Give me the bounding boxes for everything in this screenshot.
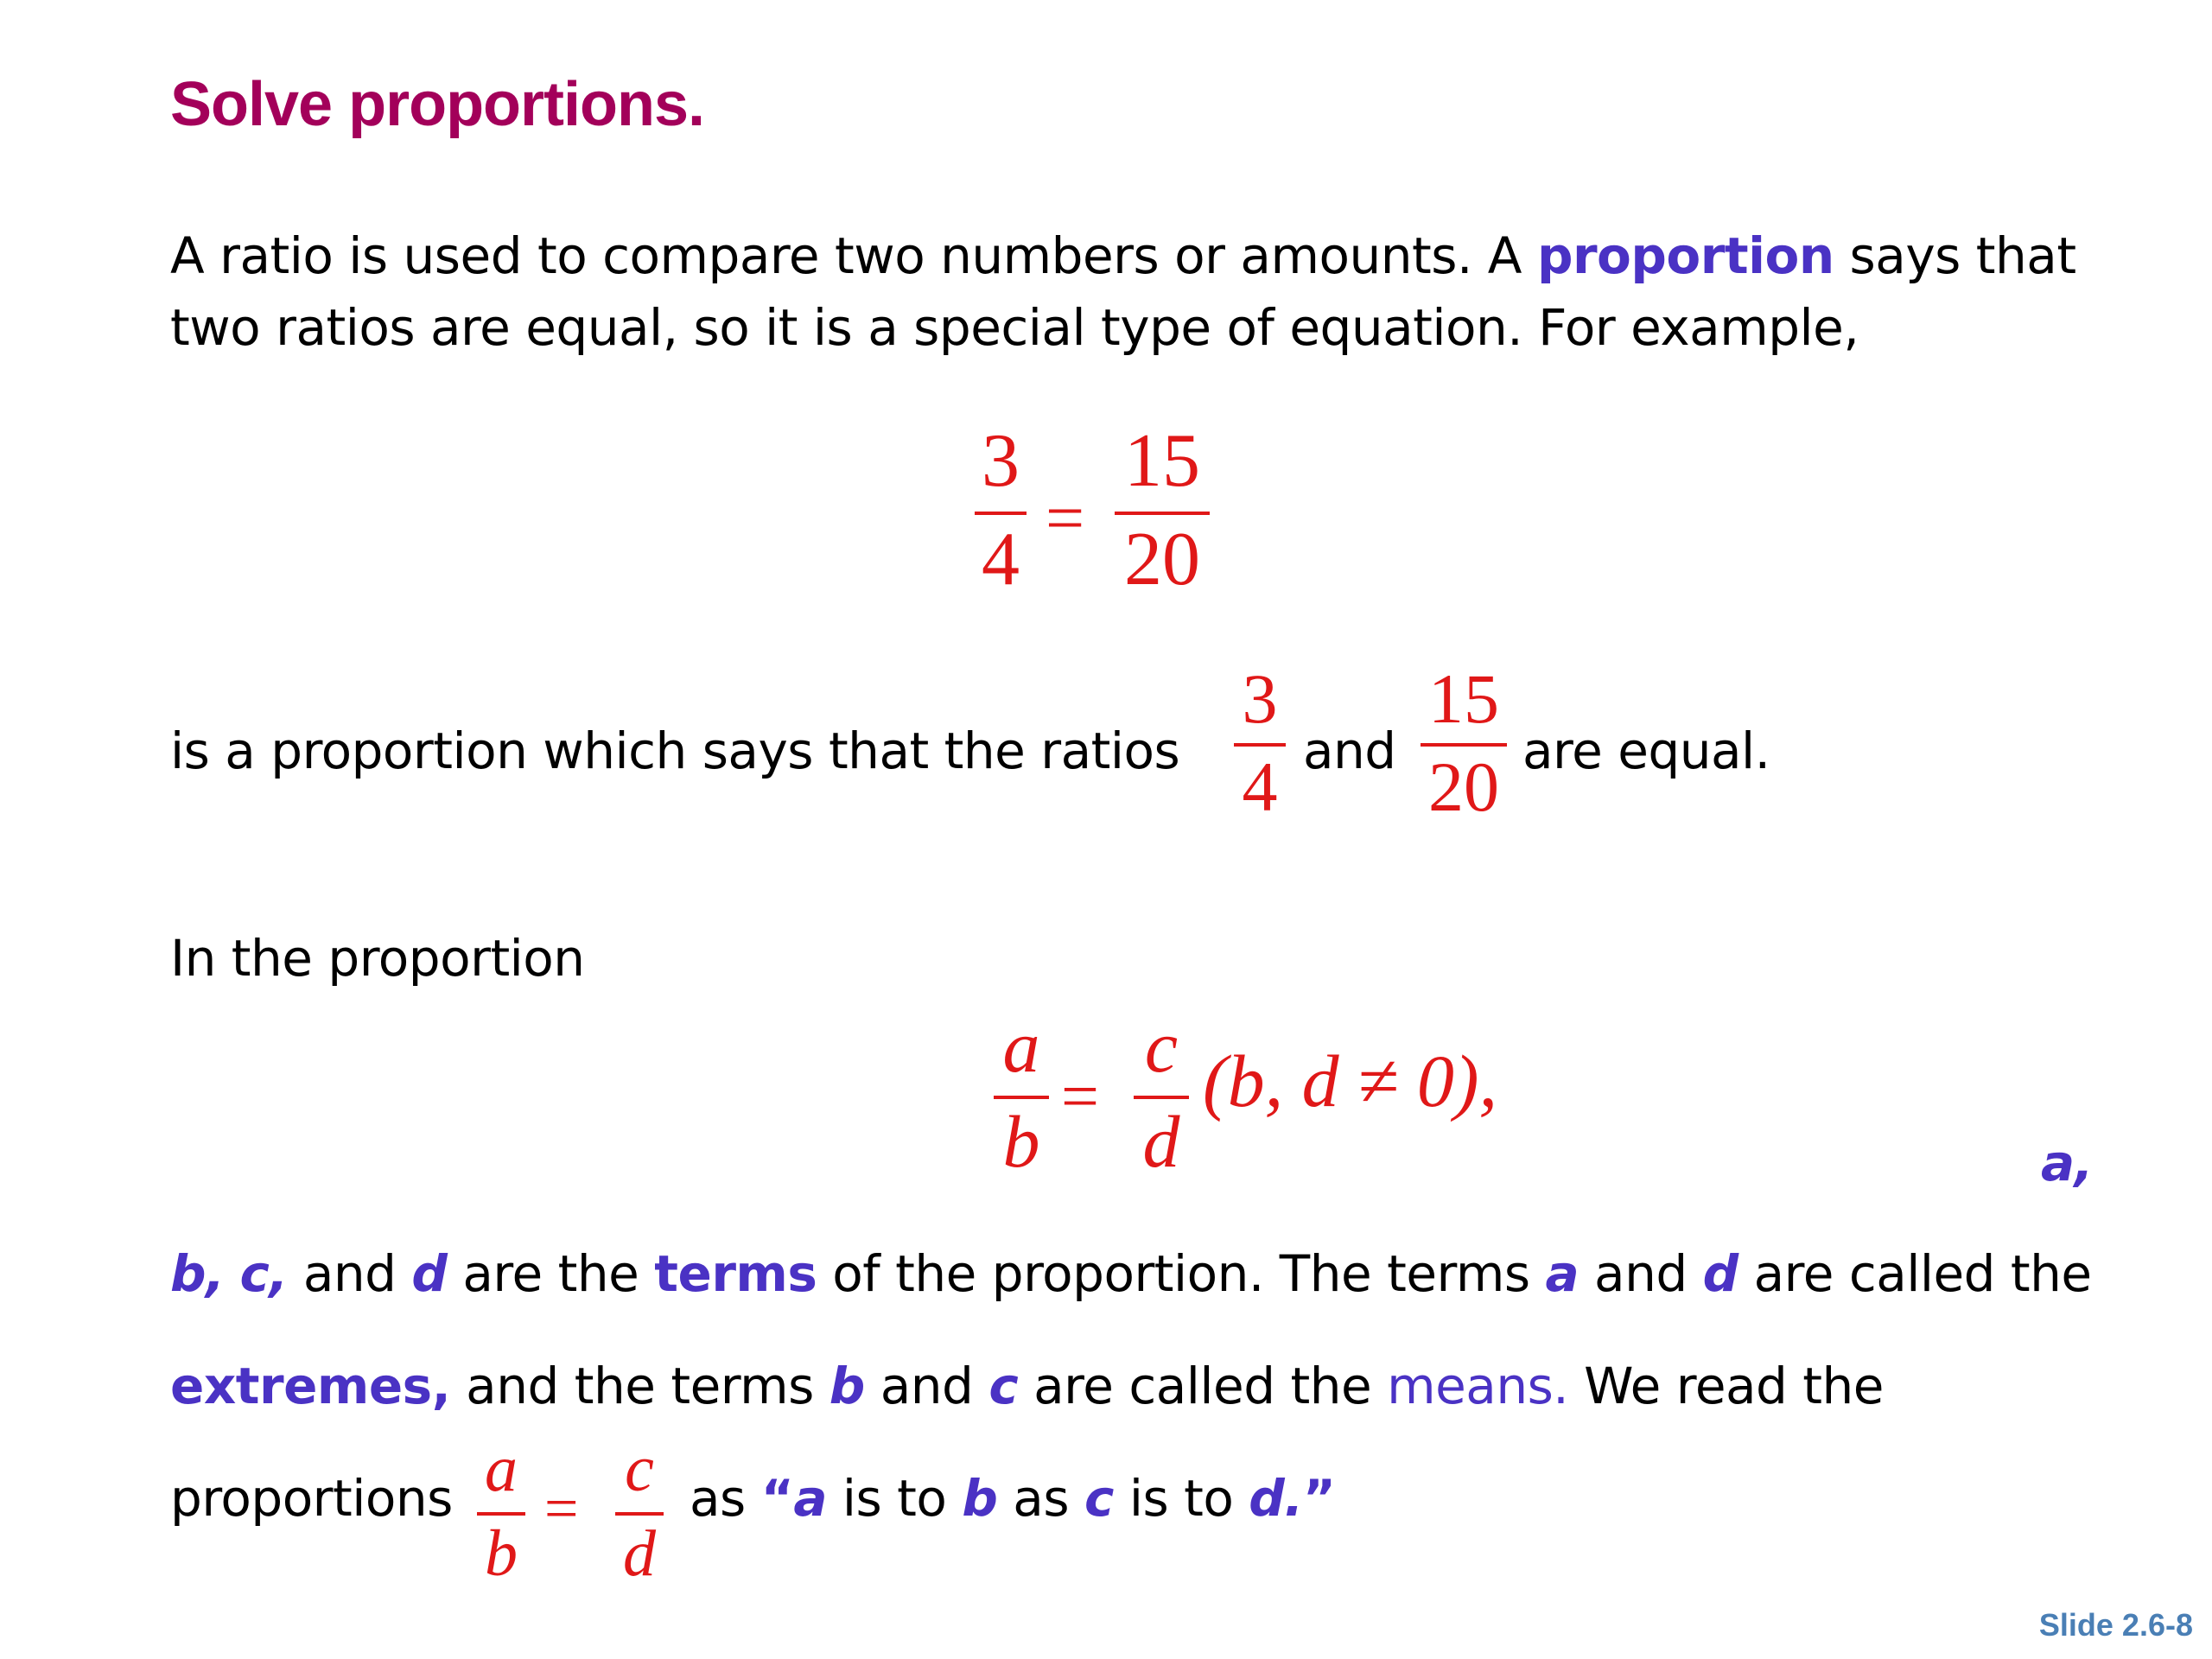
- fraction-denominator: 4: [982, 518, 1020, 601]
- example-fraction-left: [975, 419, 1027, 601]
- term-extremes: extremes,: [170, 1357, 451, 1415]
- fraction-numerator: a: [485, 1433, 518, 1505]
- slide-title: Solve proportions.: [170, 70, 705, 139]
- text: of the proportion. The terms: [817, 1244, 1546, 1303]
- read-fraction-right: [615, 1433, 664, 1590]
- text: and the terms: [450, 1357, 830, 1415]
- term-c: c,: [239, 1244, 288, 1303]
- term-a: a: [793, 1469, 827, 1528]
- term-b: b,: [170, 1244, 225, 1303]
- fraction-numerator: c: [625, 1433, 654, 1505]
- text: are called the: [1018, 1357, 1388, 1415]
- fraction-bar: [975, 512, 1027, 515]
- text: as: [690, 1469, 761, 1528]
- read-line-start: proportions: [170, 1469, 453, 1528]
- read-line-end: [690, 1469, 1335, 1528]
- intro-line-1: [170, 226, 2076, 285]
- fraction-denominator: d: [1142, 1100, 1180, 1183]
- fraction-denominator: b: [1002, 1100, 1040, 1183]
- ratio-sentence-end: are equal.: [1522, 721, 1770, 780]
- term-proportion: proportion: [1536, 226, 1834, 285]
- term-a-label: a,: [2041, 1134, 2094, 1192]
- fraction-denominator: 20: [1124, 518, 1200, 601]
- term-b: b: [962, 1469, 998, 1528]
- text: and: [1579, 1244, 1703, 1303]
- term-d: d: [1702, 1244, 1738, 1303]
- term-c: c: [1084, 1469, 1114, 1528]
- term-means: means.: [1387, 1357, 1569, 1415]
- in-the-proportion-label: In the proportion: [170, 929, 585, 988]
- ratio-sentence-start: is a proportion which says that the ratios: [170, 721, 1180, 780]
- slide-number: Slide 2.6-8: [2038, 1607, 2193, 1643]
- terms-line: [170, 1244, 2092, 1303]
- nonzero-condition: (b, d ≠ 0),: [1203, 1039, 1497, 1122]
- equals-sign: =: [1061, 1058, 1099, 1134]
- fraction-bar: [1134, 1096, 1189, 1099]
- text: and: [864, 1357, 989, 1415]
- fraction-bar: [1115, 512, 1210, 515]
- fraction-denominator: b: [485, 1517, 518, 1590]
- fraction-bar: [1421, 743, 1507, 747]
- term-b: b: [829, 1357, 865, 1415]
- read-fraction-left: [477, 1433, 525, 1590]
- fraction-denominator: 4: [1242, 747, 1278, 826]
- fraction-numerator: c: [1144, 1005, 1179, 1088]
- term-d: d.: [1249, 1469, 1303, 1528]
- general-fraction-right: [1134, 1005, 1189, 1183]
- general-fraction-left: [994, 1005, 1049, 1183]
- fraction-bar: [1234, 743, 1286, 747]
- fraction-numerator: 3: [982, 419, 1020, 503]
- equals-sign: =: [1046, 480, 1085, 556]
- text: as: [997, 1469, 1085, 1528]
- fraction-bar: [615, 1512, 664, 1516]
- fraction-numerator: 15: [1428, 659, 1499, 738]
- equals-sign: =: [544, 1476, 579, 1542]
- text: are the: [447, 1244, 655, 1303]
- text: and: [287, 1244, 412, 1303]
- fraction-numerator: 3: [1242, 659, 1278, 738]
- fraction-numerator: 15: [1124, 419, 1200, 503]
- quote-open: “: [760, 1469, 794, 1528]
- text: We read the: [1568, 1357, 1884, 1415]
- example-fraction-right: [1115, 419, 1210, 601]
- text: is to: [1113, 1469, 1249, 1528]
- fraction-denominator: 20: [1428, 747, 1499, 826]
- fraction-denominator: d: [623, 1517, 656, 1590]
- ratio-sentence-and: and: [1303, 721, 1396, 780]
- intro-text: A ratio is used to compare two numbers or amounts. A: [170, 226, 1537, 285]
- ratio-fraction-1: [1234, 659, 1286, 826]
- fraction-bar: [994, 1096, 1049, 1099]
- term-d: d: [411, 1244, 448, 1303]
- fraction-bar: [477, 1512, 525, 1516]
- text: is to: [826, 1469, 963, 1528]
- term-a: a: [1545, 1244, 1580, 1303]
- quote-close: ”: [1302, 1469, 1336, 1528]
- term-terms: terms: [654, 1244, 817, 1303]
- extremes-line: [170, 1357, 1884, 1415]
- intro-text-end: says that: [1834, 226, 2076, 285]
- text: are called the: [1738, 1244, 2092, 1303]
- intro-line-2: two ratios are equal, so it is a special type of equation. For example,: [170, 298, 1859, 357]
- fraction-numerator: a: [1002, 1005, 1040, 1088]
- ratio-fraction-2: [1421, 659, 1507, 826]
- term-c: c: [988, 1357, 1019, 1415]
